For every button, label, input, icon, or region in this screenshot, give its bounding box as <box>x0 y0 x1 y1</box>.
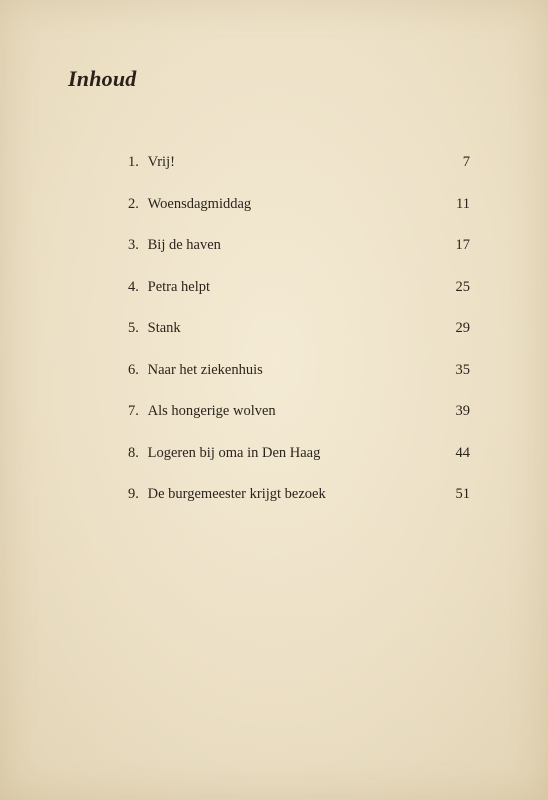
page-title: Inhoud <box>68 66 137 91</box>
entry-number: 2. <box>128 195 139 212</box>
toc-entry-8 <box>128 441 470 483</box>
entry-number: 6. <box>128 361 139 378</box>
toc-entry-2 <box>128 192 470 234</box>
entry-number: 1. <box>128 154 139 170</box>
entry-page-number: 11 <box>456 195 470 212</box>
table-of-contents <box>128 150 470 524</box>
entry-page-number: 39 <box>455 403 470 419</box>
entry-number: 9. <box>128 486 139 502</box>
toc-entry-4 <box>128 275 470 317</box>
entry-number: 8. <box>128 444 139 461</box>
toc-entry-5 <box>128 316 470 358</box>
entry-number: 5. <box>128 320 139 336</box>
entry-title: Als hongerige wolven <box>147 403 276 419</box>
toc-entry-7 <box>128 399 470 441</box>
entry-number: 3. <box>128 237 139 253</box>
entry-title: Logeren bij oma in Den Haag <box>147 444 321 461</box>
entry-page-number: 7 <box>462 154 470 170</box>
entry-page-number: 25 <box>455 278 470 295</box>
toc-entry-6 <box>128 358 470 400</box>
entry-page-number: 35 <box>455 361 470 378</box>
entry-title: Naar het ziekenhuis <box>147 361 263 378</box>
entry-page-number: 44 <box>455 444 470 461</box>
entry-title: Stank <box>147 320 181 336</box>
entry-number: 7. <box>128 403 139 419</box>
entry-title: Petra helpt <box>147 278 211 295</box>
toc-entry-1 <box>128 150 470 192</box>
entry-page-number: 17 <box>455 237 470 253</box>
entry-title: Woensdagmiddag <box>147 195 252 212</box>
entry-page-number: 29 <box>455 320 470 336</box>
entry-page-number: 51 <box>455 486 470 502</box>
entry-title: Vrij! <box>147 154 175 170</box>
toc-entry-3 <box>128 233 470 275</box>
entry-title: Bij de haven <box>147 237 221 253</box>
toc-entry-9 <box>128 482 470 524</box>
entry-title: De burgemeester krijgt bezoek <box>147 486 326 502</box>
entry-number: 4. <box>128 278 139 295</box>
